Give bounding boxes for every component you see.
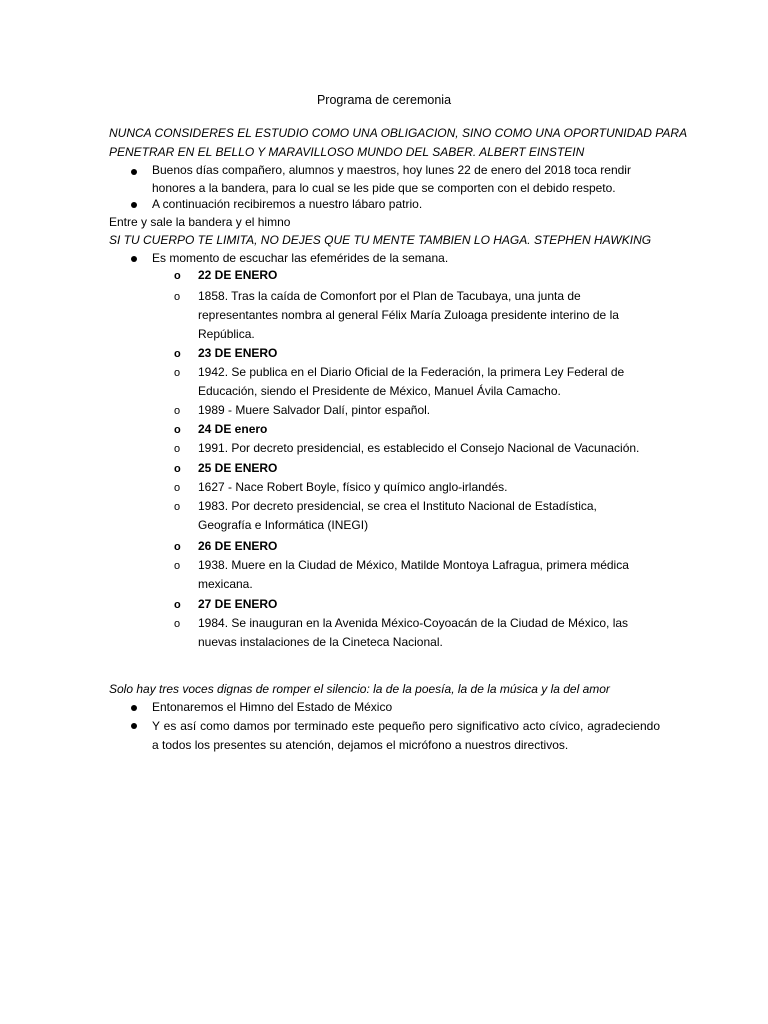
efemeride-date: 23 DE ENERO	[198, 346, 278, 360]
intro-bullet-1-line1: Buenos días compañero, alumnos y maestros, hoy lunes 22 de enero del 2018 toca rendir	[152, 163, 631, 177]
efemeride-line: 1984. Se inauguran en la Avenida México-Coyoacán de la Ciudad de México, las	[198, 616, 629, 630]
efemeride-line: 1627 - Nace Robert Boyle, físico y químico anglo-irlandés.	[198, 480, 508, 494]
circle-marker: o	[174, 367, 181, 379]
efemeride-date: 26 DE ENERO	[198, 539, 278, 553]
efemeride-line: representantes nombra al general Félix María Zuloaga presidente interino de la	[198, 308, 619, 322]
efemeride-date: 27 DE ENERO	[198, 597, 278, 611]
circle-marker: o	[174, 291, 181, 303]
circle-marker: o	[174, 560, 181, 572]
efemeride-line: Geografía e Informática (INEGI)	[198, 518, 369, 532]
efemeride-line: 1983. Por decreto presidencial, se crea el Instituto Nacional de Estadística,	[198, 499, 597, 513]
circle-marker: o	[174, 348, 181, 360]
circle-marker: o	[174, 541, 181, 553]
efemeride-line: nuevas instalaciones de la Cineteca Nacional.	[198, 635, 443, 649]
efemeride-line: República.	[198, 327, 255, 341]
circle-marker: o	[174, 599, 181, 611]
circle-marker: o	[174, 501, 181, 513]
circle-marker: o	[174, 270, 181, 282]
intro-bullet-2: A continuación recibiremos a nuestro lábaro patrio.	[152, 197, 423, 211]
circle-marker: o	[174, 482, 181, 494]
closing-bullet-2: Y es así como damos por terminado este pequeño pero significativo acto cívico, agradeciendo a todos los presentes su atención, dejamos el micrófono a nuestros directivos.	[152, 719, 660, 752]
bullet-icon	[131, 202, 137, 208]
efemeride-line: 1938. Muere en la Ciudad de México, Matilde Montoya Lafragua, primera médica	[198, 558, 629, 572]
page-title: Programa de ceremonia	[316, 93, 452, 107]
intro-bullet-1-line2: honores a la bandera, para lo cual se les pide que se comporten con el debido respeto.	[152, 181, 616, 195]
efemeride-line: Educación, siendo el Presidente de México, Manuel Ávila Camacho.	[198, 384, 561, 398]
efemeride-date: 24 DE enero	[198, 422, 268, 436]
flag-line: Entre y sale la bandera y el himno	[109, 215, 291, 229]
efemeride-date: 22 DE ENERO	[198, 268, 278, 282]
closing-bullet-1: Entonaremos el Himno del Estado de México	[152, 700, 393, 714]
quote-silencio: Solo hay tres voces dignas de romper el silencio: la de la poesía, la de la música y la del amor	[109, 682, 610, 696]
efemeride-line: 1989 - Muere Salvador Dalí, pintor español.	[198, 403, 431, 417]
bullet-icon	[131, 705, 137, 711]
efemeride-line: 1942. Se publica en el Diario Oficial de la Federación, la primera Ley Federal de	[198, 365, 625, 379]
circle-marker: o	[174, 405, 181, 417]
efemeride-line: 1991. Por decreto presidencial, es establecido el Consejo Nacional de Vacunación.	[198, 441, 640, 455]
quote-einstein-line2: PENETRAR EN EL BELLO Y MARAVILLOSO MUNDO DEL SABER. ALBERT EINSTEIN	[109, 145, 585, 159]
circle-marker: o	[174, 443, 181, 455]
circle-marker: o	[174, 618, 181, 630]
circle-marker: o	[174, 424, 181, 436]
efemeride-date: 25 DE ENERO	[198, 461, 278, 475]
efemeride-line: mexicana.	[198, 577, 253, 591]
efemerides-intro: Es momento de escuchar las efemérides de la semana.	[152, 251, 449, 265]
quote-hawking: SI TU CUERPO TE LIMITA, NO DEJES QUE TU MENTE TAMBIEN LO HAGA. STEPHEN HAWKING	[109, 233, 652, 247]
bullet-icon	[131, 169, 137, 175]
bullet-icon	[131, 256, 137, 262]
circle-marker: o	[174, 463, 181, 475]
quote-einstein-line1: NUNCA CONSIDERES EL ESTUDIO COMO UNA OBLIGACION, SINO COMO UNA OPORTUNIDAD PARA	[109, 126, 688, 140]
bullet-icon	[131, 723, 137, 729]
efemeride-line: 1858. Tras la caída de Comonfort por el Plan de Tacubaya, una junta de	[198, 289, 581, 303]
